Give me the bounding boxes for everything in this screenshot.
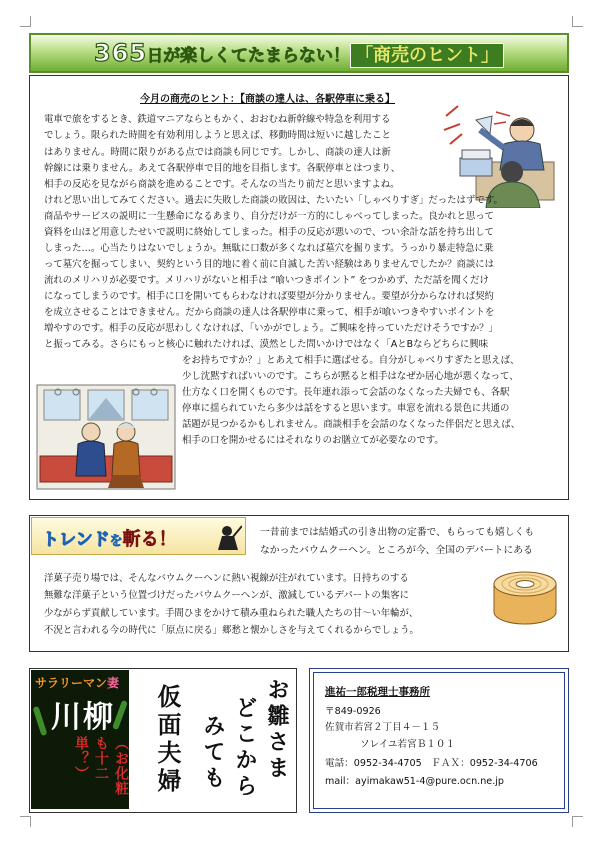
banner-highlight: 「商売のヒント」	[350, 43, 504, 68]
trend-logo-kiru: 斬る！	[122, 529, 177, 550]
office-name: 進祐一郎税理士事務所	[325, 686, 430, 698]
header-banner	[29, 33, 569, 73]
article-line: でしょう。限られた時間を有効利用しようと思えば、移動時間は短いに越したこと	[44, 130, 391, 141]
couple-on-train-illustration	[36, 384, 176, 490]
address-line-2: ソレイユ若宮Ｂ１０１	[360, 739, 456, 750]
article-line: 少し沈黙すればいいのです。こちらが黙ると相手はなぜか居心地が悪くなって、	[182, 371, 519, 382]
senryu-badge	[31, 670, 129, 809]
article-line: けれど思い出してみてください。過去に失敗した商談の敗因は、たいたい「しゃべりすぎ」だったはずです。	[44, 195, 503, 206]
senryu-note: （お化粧も十二単？）	[73, 736, 129, 796]
article-title: 今月の商売のヒント：【商談の達人は、各駅停車に乗る】	[140, 94, 395, 105]
corner-mark	[572, 816, 583, 827]
article-line: になってしまうのです。相手に口を開いてもらわなければ要望が分かりません。要望が分からなければ契約	[44, 291, 494, 302]
article-line: 相手の反応を見ながら商談を進めることです。そんなの当たり前だと思いますよね。	[44, 179, 400, 190]
baumkuchen-illustration	[490, 566, 560, 628]
phone-fax: 電話：0952-34-4705 ＦＡＸ：0952-34-4706	[325, 758, 538, 769]
senryu-badge-top-b: 妻	[107, 676, 120, 690]
article-line: 停車に揺られていたら多少は話をすると思います。車窓を流れる景色に共通の	[182, 403, 510, 414]
senryu-badge-top-a: サラリーマン	[35, 676, 108, 690]
bamboo-leaf	[33, 706, 48, 736]
article-line: 仕方なく口を開くものです。長年連れ添って会話のなくなった夫婦でも、各駅	[182, 387, 510, 398]
article-line: しまった…。心当たりはないでしょうか。無駄に口数が多くなれば墓穴を掘ります。うっかり暴走特急に乗	[44, 243, 494, 254]
banner-day: 日	[147, 46, 164, 65]
trend-line: 少ながらず貢献しています。手間ひまをかけて積み重ねられた職人たちの甘～い年輪が、	[44, 608, 419, 619]
banner-number: 365	[93, 39, 148, 67]
article-line: 流れのメリハリが必要です。メリハリがないと相手は “喰いつきポイント” をつかめず、ただ話を聞くだけ	[44, 275, 489, 286]
senryu-badge-main: 川柳	[51, 700, 115, 735]
corner-mark	[20, 816, 31, 827]
article-line: 商品やサービスの説明に一生懸命になるあまり、自分だけが一方的にしゃべってしまった。良かれと思って	[44, 211, 495, 222]
senryu-poem-col: みても	[200, 714, 226, 792]
article-line: はありません。時間に限りがある点では商談も同じです。しかし、商談の達人は新	[44, 147, 391, 158]
trend-logo-word: トレンド	[42, 530, 110, 550]
article-line: って墓穴を掘ってしまい、契約という目的地に着く前に自滅した苦い経験はありませんでしたか？商談には	[44, 259, 495, 270]
trend-line: 一昔前までは結婚式の引き出物の定番で、もらっても嬉しくも	[260, 527, 535, 538]
samurai-icon	[214, 524, 242, 550]
article-line: をお持ちですか？」とあえて相手に選ばせる。自分がしゃべりすぎたと思えば、	[182, 355, 520, 366]
trend-line: 不況と言われる今の時代に「原点に戻る」郷愁と懐かしさを与えてくれるからでしょう。	[44, 625, 419, 636]
trend-logo-wo: を	[109, 534, 123, 549]
trend-logo	[31, 517, 246, 555]
senryu-badge-top	[35, 674, 119, 691]
article-line: 資料を山ほど用意したせいで説明に終始してしまった。相手の反応が悪いので、つい余計な話を持ち出して	[44, 227, 494, 238]
senryu-poem-col: どこから	[232, 696, 258, 800]
senryu-poem-col: 仮面夫婦	[153, 684, 182, 796]
trend-line: 無難な洋菓子という位置づけだったバウムクーヘンが、激減しているデパートの集客に	[44, 590, 409, 601]
article-line: 相手の口を開かせるにはそれなりのお膳立てが必要なのです。	[182, 435, 444, 446]
article-line: 話題が見つかるかもしれません。商談相手を会話のなくなった伴侶だと思えば、	[182, 419, 521, 430]
trend-line: 洋菓子売り場では、そんなバウムクーヘンに熱い視線が注がれています。日持ちのする	[44, 573, 409, 584]
address-line-1: 佐賀市若宮２丁目４－１５	[325, 722, 441, 733]
banner-text: が楽しくてたまらない！	[163, 46, 351, 66]
article-line: 増やすのです。相手の反応が思わしくなければ、「いかがでしょう。ご興味を持っていただけそうですか？」	[44, 323, 498, 334]
article-line: 電車で旅をするとき、鉄道マニアならともかく、おおむね新幹線や特急を利用する	[44, 114, 391, 125]
article-line: を成立させることはできません。だから商談の達人は各駅停車に乗って、相手が喰いつきやすいポイントを	[44, 307, 495, 318]
trend-line: なかったバウムクーヘン。ところが今、全国のデパートにある	[260, 545, 533, 556]
article-line: 幹線には乗りません。あえて各駅停車で目的地を目指します。各駅停車とはつまり、	[44, 163, 401, 174]
senryu-poem-col: お雛さま	[264, 678, 290, 782]
corner-mark	[572, 16, 583, 27]
banner-title	[31, 39, 567, 67]
trend-logo-text	[42, 525, 177, 551]
corner-mark	[20, 16, 31, 27]
postal-code: 〒849-0926	[325, 706, 381, 717]
article-line: と振ってみる。さらにもっと核心に触れたければ、漠然とした問いかけではなく「AとBならどちらに興味	[44, 339, 489, 350]
mail-address[interactable]: mail：ayimakaw51-4@pure.ocn.ne.jp	[325, 776, 504, 787]
